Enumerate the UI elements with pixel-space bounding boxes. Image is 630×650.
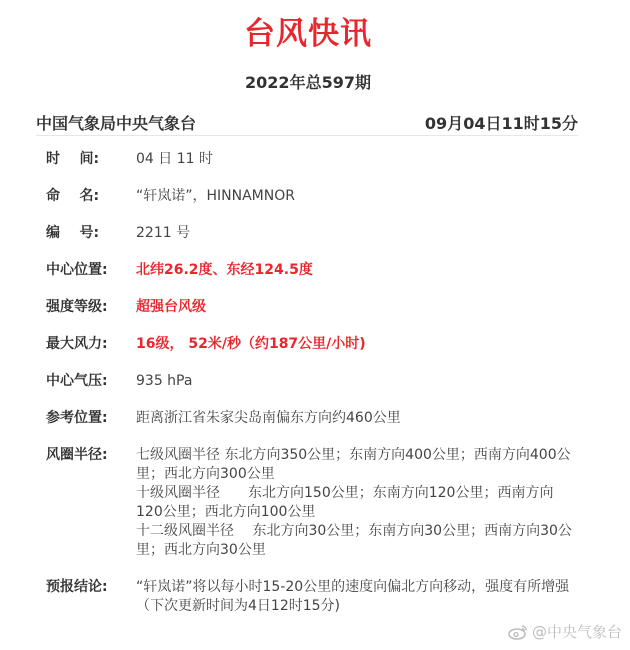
field-value: 16级， 52米/秒（约187公里/小时) (136, 336, 366, 352)
wind-radius-list (136, 446, 572, 560)
field-label: 风圈半径: (46, 447, 108, 463)
forecast-text (136, 578, 572, 616)
field-label: 预报结论: (46, 579, 108, 595)
wind-radius-level7: 七级风圈半径 东北方向350公里；东南方向400公里；西南方向400公里；西北方向300公里 (136, 447, 571, 482)
forecast-conclusion: “轩岚诺”将以每小时15-20公里的速度向偏北方向移动，强度有所增强 (136, 579, 570, 595)
weibo-watermark (508, 621, 622, 642)
header-row (36, 109, 578, 136)
field-label: 命 名: (46, 188, 100, 204)
issue-number: 2022年总597期 (245, 73, 371, 92)
field-label: 编 号: (46, 225, 100, 241)
issuer-org: 中国气象局中央气象台 (36, 114, 197, 133)
weibo-icon (508, 624, 528, 640)
issue-datetime: 09月04日11时15分 (424, 114, 578, 133)
field-value: “轩岚诺”，HINNAMNOR (136, 188, 295, 204)
field-value: 04 日 11 时 (136, 151, 213, 167)
watermark-text: @中央气象台 (531, 623, 622, 641)
field-value: 2211 号 (136, 225, 191, 241)
next-update-note: （下次更新时间为4日12时15分) (136, 598, 340, 614)
field-label: 最大风力: (46, 336, 108, 352)
field-value: 935 hPa (136, 373, 193, 389)
wind-radius-level12: 十二级风圈半径 东北方向30公里；东南方向30公里；西南方向30公里；西北方向30公里 (136, 523, 572, 558)
wind-radius-level10: 十级风圈半径 东北方向150公里；东南方向120公里；西南方向120公里；西北方向100公里 (136, 485, 554, 520)
field-label: 参考位置: (46, 410, 108, 426)
field-label: 强度等级: (46, 299, 108, 315)
field-label: 时 间: (46, 151, 100, 167)
field-label: 中心气压: (46, 373, 108, 389)
field-value: 距离浙江省朱家尖岛南偏东方向约460公里 (136, 410, 401, 426)
field-value: 北纬26.2度、东经124.5度 (136, 262, 313, 278)
field-label: 中心位置: (46, 262, 108, 278)
page-title: 台风快讯 (244, 16, 372, 52)
field-value: 超强台风级 (136, 299, 206, 315)
